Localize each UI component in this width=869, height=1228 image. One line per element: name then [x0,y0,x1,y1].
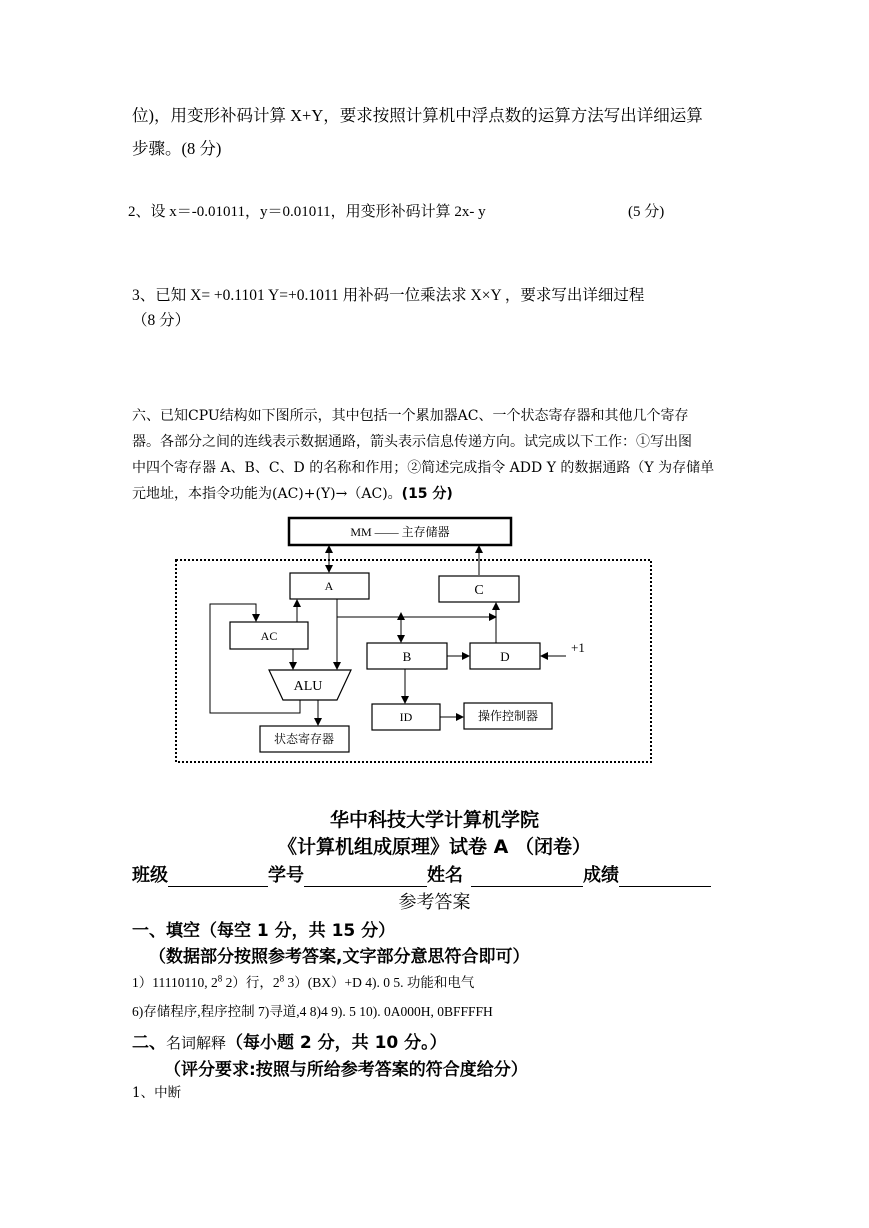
register-d-label: D [500,649,510,664]
cpu-boundary [176,560,651,762]
school-name: 华中科技大学计算机学院 [329,809,539,831]
instruction-decoder-label: ID [399,710,413,724]
student-id-field[interactable] [304,868,427,887]
superscript: 8 [279,973,285,984]
question-6-line-3: 中四个寄存器 A、B、C、D 的名称和作用；②简述完成指令 ADD Y 的数据通路（Y 为存储单 [132,460,715,476]
question-6-score: (15 分) [401,486,453,502]
section-1-note: （数据部分按照参考答案,文字部分意思符合即可） [149,947,530,967]
question-1-score: 步骤。(8 分) [132,139,222,158]
superscript: 8 [217,973,223,984]
question-6-line-2: 器。各部分之间的连线表示数据通路，箭头表示信息传递方向。试完成以下工作：①写出图 [132,434,692,450]
question-1-continuation: 位)，用变形补码计算 X+Y，要求按照计算机中浮点数的运算方法写出详细运算 [132,106,703,125]
student-id-label: 学号 [268,865,304,886]
alu-label: ALU [293,679,323,694]
increment-label: +1 [571,640,585,655]
operation-controller-label: 操作控制器 [477,709,539,723]
question-3-score: （8 分） [132,312,191,329]
score-field[interactable] [619,868,711,887]
accumulator-label: AC [260,629,278,643]
reference-answer-heading: 参考答案 [398,892,471,913]
question-2: 2、设 x＝-0.01011，y＝0.01011，用变形补码计算 2x- y [128,204,486,220]
score-label: 成绩 [583,865,619,886]
question-6-text: 元地址，本指令功能为(AC)+(Y)→（AC)。 [132,486,402,502]
question-6-line-1: 六、已知CPU结构如下图所示，其中包括一个累加器AC、一个状态寄存器和其他几个寄存 [132,408,689,424]
register-a-label: A [324,579,334,593]
main-memory-label: MM —— 主存储器 [350,525,450,539]
status-register-label: 状态寄存器 [273,732,335,746]
section-1-title: 一、填空（每空 1 分，共 15 分） [132,921,396,941]
name-field[interactable] [471,868,583,887]
section-2-number: 二、 [132,1033,166,1053]
name-label: 姓名 [427,865,463,886]
section-2-title [132,1032,447,1054]
section-2-note: （评分要求:按照与所给参考答案的符合度给分） [164,1060,528,1080]
question-2-score: (5 分) [628,204,665,220]
answer-3-5-text: 3）(BX）+D 4). 0 5. 功能和电气 [284,975,475,990]
question-3: 3、已知 X= +0.1101 Y=+0.1011 用补码一位乘法求 X×Y ，要求写出详细过程 [132,287,645,304]
section-2-score-note: （每小题 2 分，共 10 分。） [226,1033,447,1053]
class-field[interactable] [168,868,268,887]
student-info-row [132,865,738,887]
section-2-name: 名词解释 [166,1034,227,1052]
section-2-item-1: 1、中断 [132,1085,182,1101]
section-1-answers-2: 6)存储程序,程序控制 7)寻道,4 8)4 9). 5 10). 0A000H, 0BFFFFH [132,1004,493,1019]
answer-1-text: 1）11110110, 2 [132,975,218,990]
exam-title: 《计算机组成原理》试卷 A （闭卷） [278,836,591,858]
register-b-label: B [402,649,412,664]
section-1-answers-1 [132,973,474,993]
class-label: 班级 [132,865,168,886]
answer-2-text: 2）行，2 [222,975,280,990]
register-c-label: C [474,583,484,598]
